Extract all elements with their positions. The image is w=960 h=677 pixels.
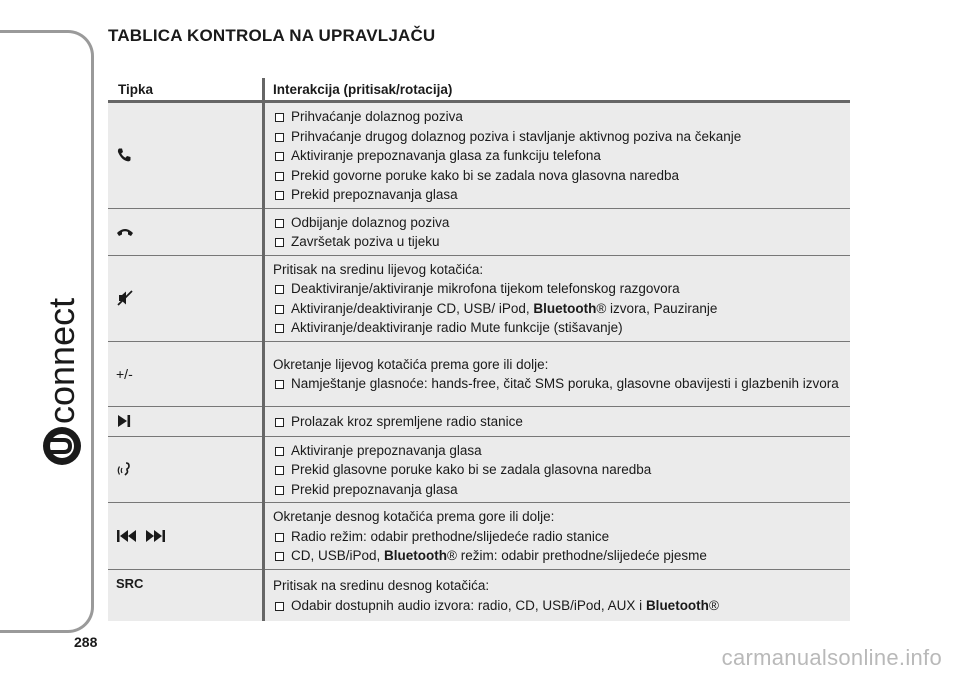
key-label: +/- [116, 365, 133, 382]
chapter-tab [0, 30, 94, 633]
key-cell [108, 341, 264, 406]
key-cell [108, 255, 264, 341]
prev-next-track-icon [116, 529, 170, 543]
phone-hangup-icon [116, 226, 134, 238]
list-item: Završetak poziva u tijeku [273, 232, 842, 252]
text-segment: Odabir dostupnih audio izvora: radio, CD, USB/iPod, AUX i [291, 597, 646, 613]
list-item: Radio režim: odabir prethodne/slijedeće radio stanice [273, 527, 842, 547]
text-segment: ® izvora, Pauziranje [596, 300, 718, 316]
key-cell [108, 503, 264, 570]
list-item: Odbijanje dolaznog poziva [273, 213, 842, 233]
list-item: Aktiviranje/deaktiviranje radio Mute funkcije (stišavanje) [273, 318, 842, 338]
table-row [108, 255, 850, 341]
table-row [108, 406, 850, 436]
text-segment: ® [708, 597, 719, 613]
mute-icon [116, 289, 134, 307]
column-header-interaction: Interakcija (pritisak/rotacija) [264, 78, 851, 102]
key-cell [108, 208, 264, 255]
interaction-cell [264, 208, 851, 255]
text-segment: ® režim: odabir prethodne/slijedeće pjesme [447, 548, 707, 563]
uconnect-logo [22, 278, 82, 468]
list-item: Prihvaćanje dolaznog poziva [273, 107, 842, 127]
key-label: SRC [116, 575, 144, 591]
bluetooth-text: Bluetooth [384, 548, 448, 563]
list-item: Prolazak kroz spremljene radio stanice [273, 412, 842, 432]
column-header-key: Tipka [108, 78, 264, 102]
next-station-icon [116, 414, 132, 428]
list-item: Deaktiviranje/aktiviranje mikrofona tijekom telefonskog razgovora [273, 279, 842, 299]
key-cell [108, 436, 264, 503]
interaction-cell [264, 341, 851, 406]
interaction-cell [264, 102, 851, 209]
key-cell [108, 569, 264, 621]
table-row [108, 102, 850, 209]
watermark: carmanualsonline.info [721, 645, 942, 670]
controls-table [108, 78, 850, 621]
page-title: TABLICA KONTROLA NA UPRAVLJAČU [108, 26, 436, 45]
list-item: Prihvaćanje drugog dolaznog poziva i stavljanje aktivnog poziva na čekanje [273, 127, 842, 147]
list-item: Prekid prepoznavanja glasa [273, 185, 842, 205]
key-cell [108, 102, 264, 209]
interaction-cell [264, 406, 851, 436]
list-item: Prekid govorne poruke kako bi se zadala nova glasovna naredba [273, 166, 842, 186]
intro-text: Okretanje desnog kotačića prema gore ili dolje: [273, 509, 555, 524]
list-item: Prekid prepoznavanja glasa [273, 480, 842, 500]
table-row [108, 569, 850, 621]
interaction-cell [264, 436, 851, 503]
page-number: 288 [74, 634, 98, 650]
table-row [108, 341, 850, 406]
interaction-cell [264, 255, 851, 341]
table-header [108, 78, 850, 102]
table-row [108, 436, 850, 503]
list-item: Namještanje glasnoće: hands-free, čitač SMS poruka, glasovne obavijesti i glazbenih izvora [273, 374, 842, 394]
text-segment: CD, USB/iPod, [291, 548, 385, 563]
list-item: Aktiviranje prepoznavanja glasa za funkciju telefona [273, 146, 842, 166]
intro-text: Okretanje lijevog kotačića prema gore ili dolje: [273, 356, 549, 372]
list-item [273, 596, 842, 616]
intro-text: Pritisak na sredinu desnog kotačića: [273, 578, 490, 593]
svg-text:connect: connect [41, 297, 82, 424]
bluetooth-text: Bluetooth [533, 300, 597, 316]
voice-icon [116, 460, 134, 478]
list-item: Prekid glasovne poruke kako bi se zadala glasovna naredba [273, 460, 842, 480]
list-item [273, 546, 842, 566]
interaction-cell [264, 503, 851, 570]
phone-accept-icon [116, 147, 132, 163]
list-item [273, 299, 842, 319]
list-item: Aktiviranje prepoznavanja glasa [273, 441, 842, 461]
intro-text: Pritisak na sredinu lijevog kotačića: [273, 261, 484, 277]
bluetooth-text: Bluetooth [645, 597, 709, 613]
text-segment: Aktiviranje/deaktiviranje CD, USB/ iPod, [291, 300, 534, 316]
table-row [108, 208, 850, 255]
interaction-cell [264, 569, 851, 621]
table-row [108, 503, 850, 570]
key-cell [108, 406, 264, 436]
